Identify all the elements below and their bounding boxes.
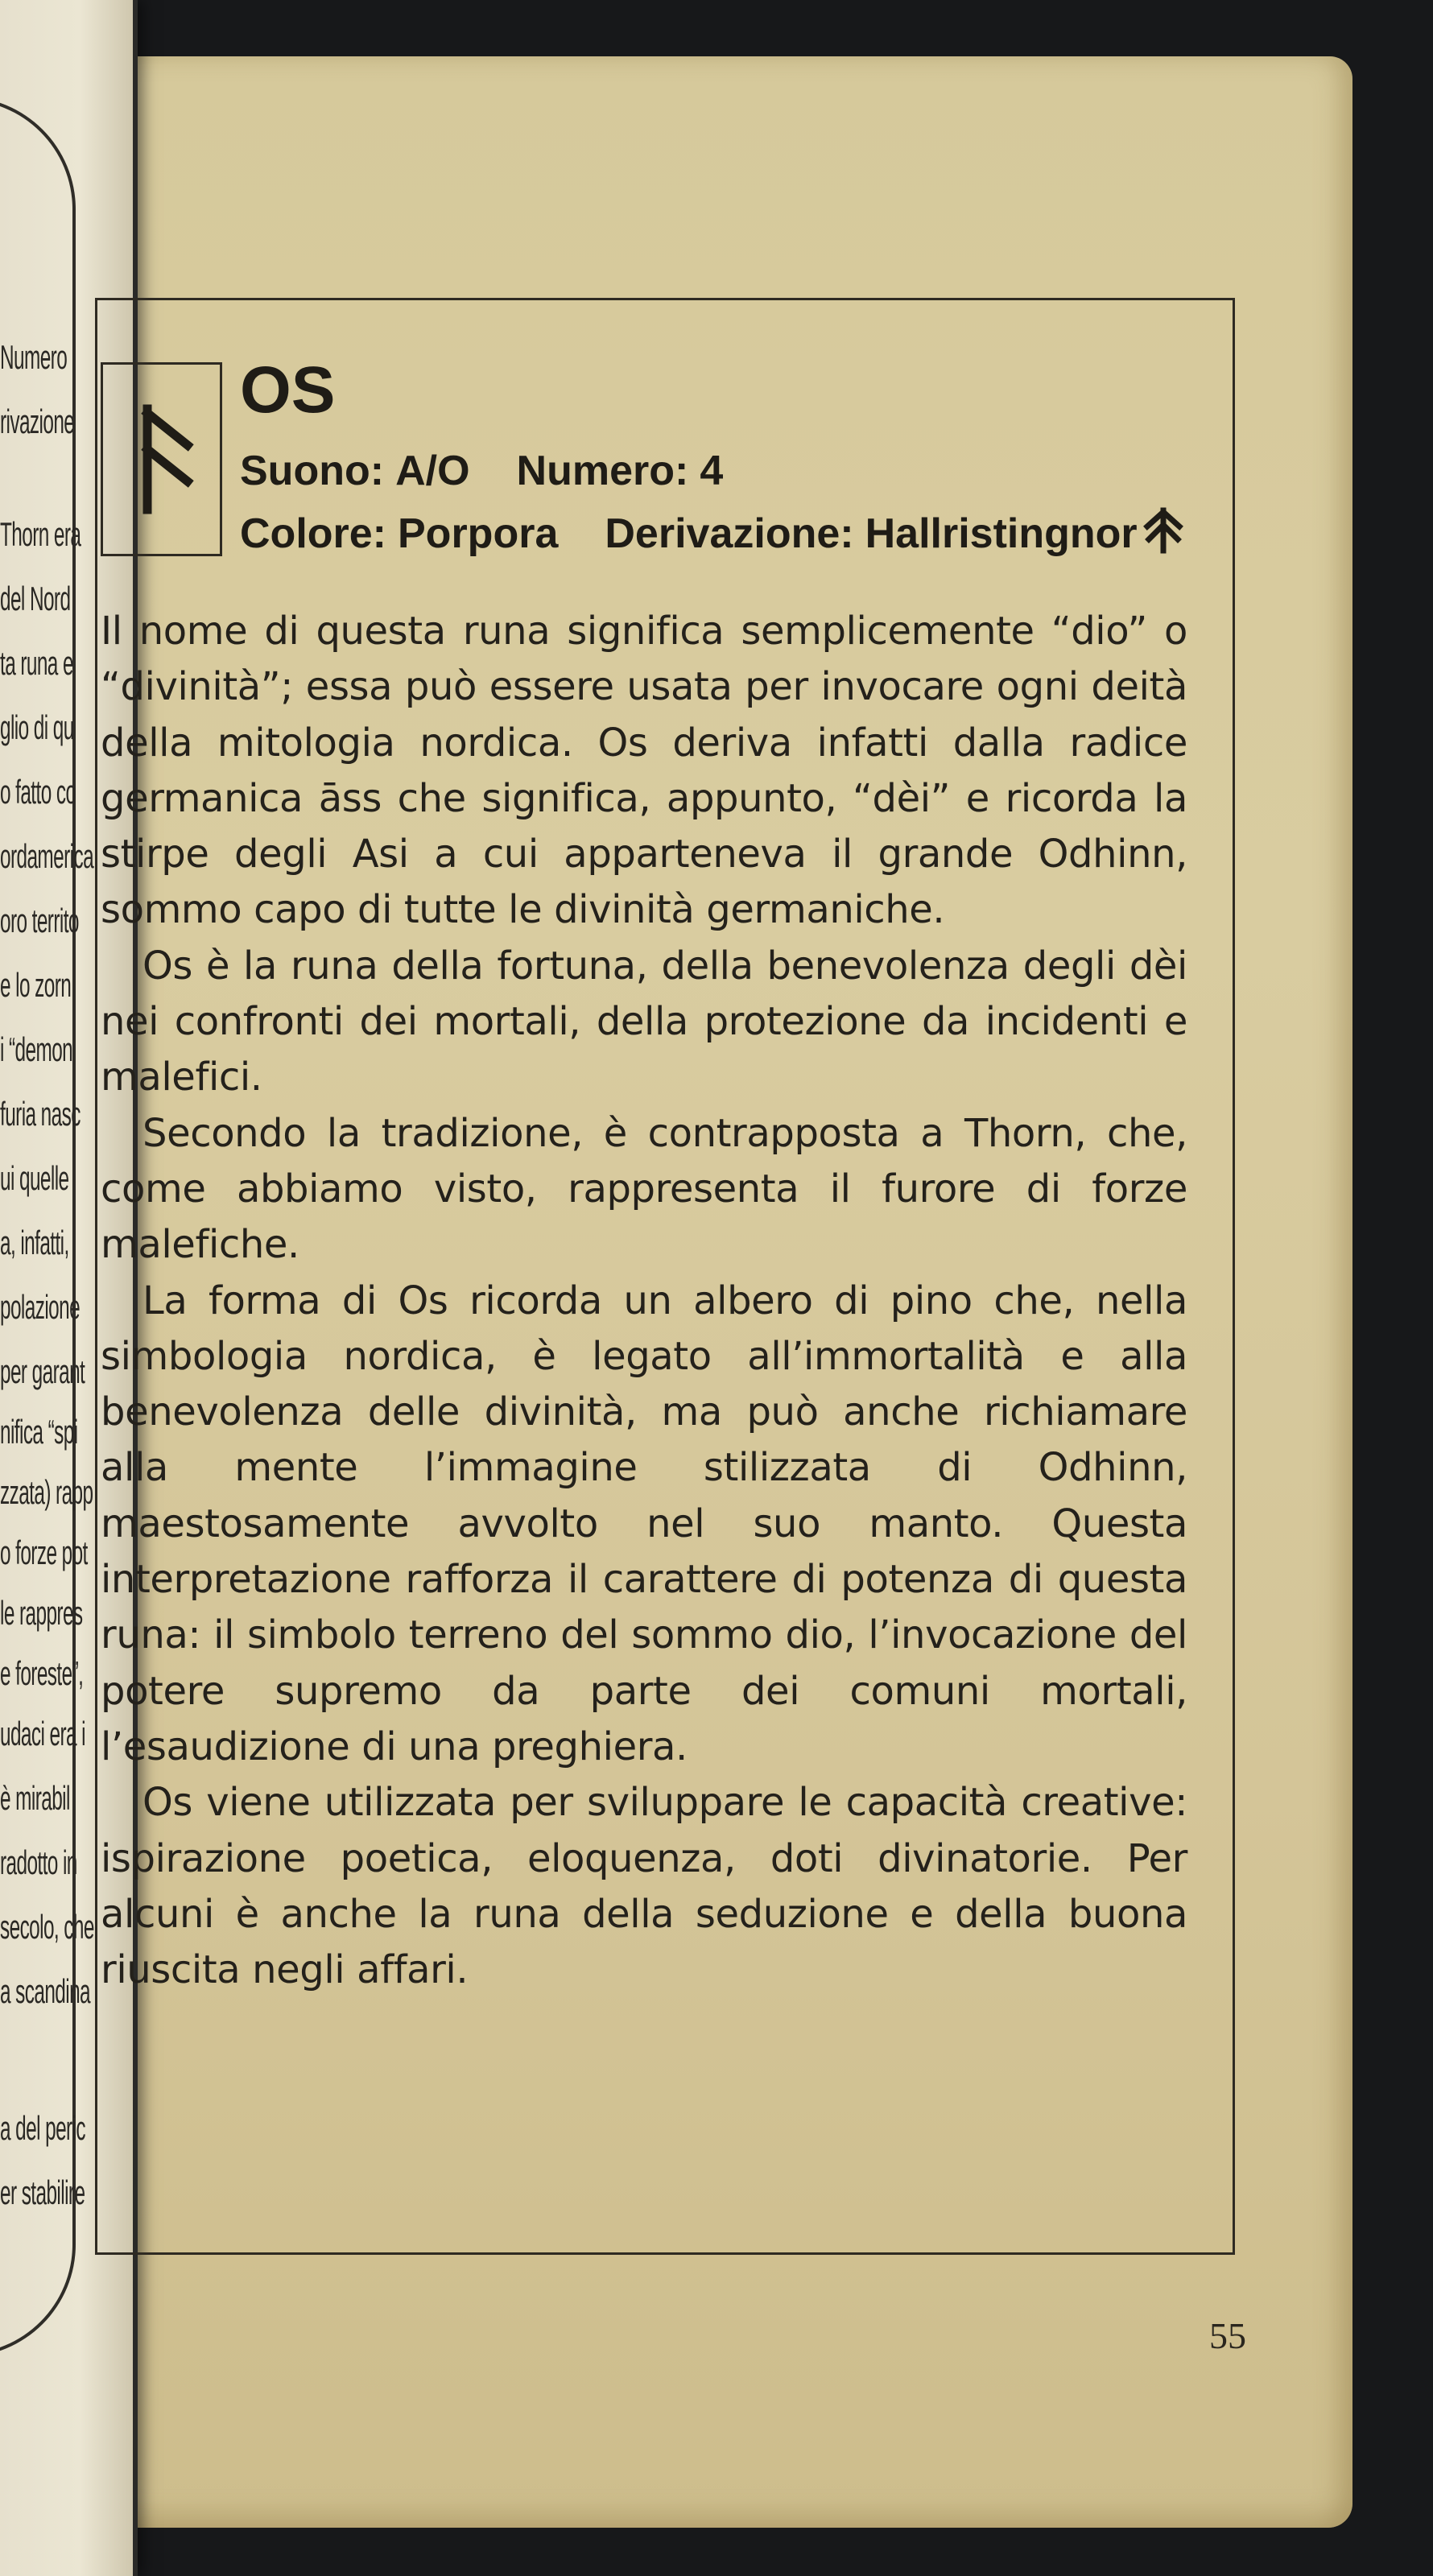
left-page-fragment: furia nasc: [0, 1095, 81, 1133]
paragraph: Secondo la tradizione, è contrapposta a Thorn, che, come abbiamo visto, rappresenta il furore di forze malefiche.: [101, 1110, 1187, 1268]
left-page-fragment: zzata) rapp: [0, 1473, 93, 1511]
left-page-fragment: er stabilire: [0, 2174, 85, 2211]
number-value: 4: [700, 448, 724, 494]
derivation-value: Hallristingnor: [865, 510, 1138, 557]
left-page-fragment: radotto in: [0, 1843, 77, 1881]
left-page-fragment: o forze pot: [0, 1534, 88, 1571]
rune-description: [101, 604, 1187, 1998]
left-page-fragment: polazione: [0, 1288, 81, 1326]
left-page-fragment: e lo zorn: [0, 966, 72, 1004]
hallristingnor-rune-icon: [1142, 506, 1184, 554]
left-page-fragment: per garant: [0, 1352, 85, 1390]
paragraph: Il nome di questa runa significa semplicemente “dio” o “divinità”; essa può essere usata per invocare ogni deità della mitologia nordica. Os deriva infatti dalla radice germanica āss che significa, appunto, “dèi” e ricorda la stirpe degli Asi a cui apparteneva il grande Odhinn, sommo capo di tutte le divinità germaniche.: [101, 609, 1187, 933]
left-page-fragment: nifica “spi: [0, 1413, 78, 1451]
page-number: 55: [1209, 2315, 1246, 2356]
left-page-fragment: o fatto co: [0, 773, 76, 811]
rune-title: OS: [240, 353, 336, 427]
rune-glyph-box: [101, 362, 222, 556]
left-page-fragment: a del peric: [0, 2109, 86, 2147]
sound-label: Suono:: [240, 448, 385, 494]
rune-meta-line-2: [240, 506, 1184, 558]
left-page-fragment: e foreste”,: [0, 1654, 84, 1692]
left-page-fragment: le rappres: [0, 1594, 83, 1632]
left-page-fragment: Thorn era: [0, 515, 81, 553]
color-value: Porpora: [398, 510, 559, 557]
left-page-fragment: Numero: [0, 338, 68, 376]
paragraph: Os viene utilizzata per sviluppare le capacità creative: ispirazione poetica, eloquenza, doti divinatorie. Per alcuni è anche la runa della seduzione e della buona riuscita negli affari.: [101, 1780, 1187, 1993]
left-page-fragment: a, infatti,: [0, 1224, 69, 1261]
left-page-fragment: del Nord: [0, 580, 71, 617]
left-page-fragment: ui quelle: [0, 1159, 69, 1197]
left-page-fragment: secolo, che: [0, 1908, 94, 1946]
left-page-fragment: oro territo: [0, 902, 79, 939]
color-label: Colore:: [240, 510, 386, 557]
left-page-fragment: glio di qu: [0, 708, 74, 746]
left-page-fragment: i “demon: [0, 1030, 73, 1068]
paragraph: La forma di Os ricorda un albero di pino che, nella simbologia nordica, è legato all’immortalità e alla benevolenza delle divinità, ma può anche richiamare alla mente l’immagine stilizzata di Odhinn, maestosamente avvolto nel suo manto. Questa interpretazione rafforza il carattere di potenza di questa runa: il simbolo terreno del sommo dio, l’invocazione del potere supremo da parte dei comuni mortali, l’esaudizione di una preghiera.: [101, 1278, 1187, 1769]
left-page-fragment: ta runa e: [0, 644, 73, 682]
rune-meta-line-1: [240, 447, 723, 495]
derivation-label: Derivazione:: [605, 510, 854, 557]
left-page-fragment: udaci era i: [0, 1715, 86, 1752]
sound-value: A/O: [395, 448, 470, 494]
os-rune-icon: [103, 365, 220, 554]
left-page-fragment: rivazione: [0, 402, 75, 440]
left-page-fragment: ordamerica: [0, 837, 94, 875]
number-label: Numero:: [516, 448, 689, 494]
left-page-fragment: a scandina: [0, 1972, 91, 2010]
left-page-fragment: è mirabil: [0, 1779, 70, 1817]
paragraph: Os è la runa della fortuna, della benevolenza degli dèi nei confronti dei mortali, della protezione da incidenti e malefici.: [101, 943, 1187, 1100]
